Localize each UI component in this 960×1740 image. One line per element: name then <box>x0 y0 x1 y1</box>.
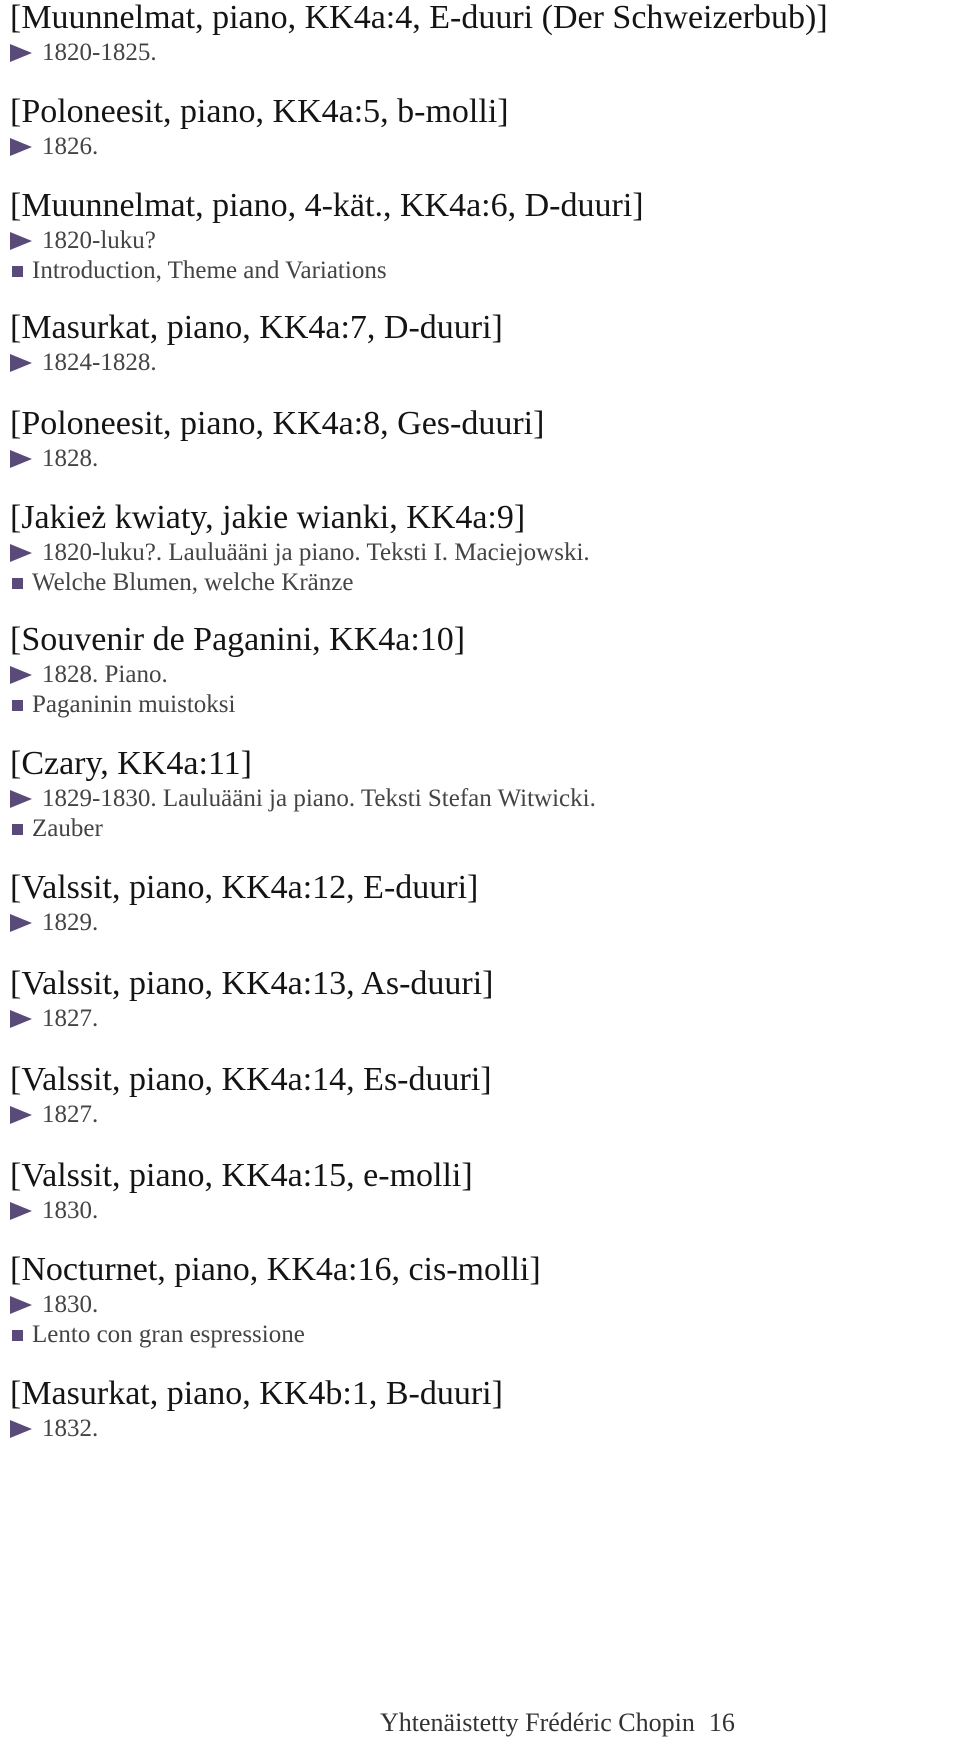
square-bullet-icon <box>12 700 23 711</box>
entry-title: [Czary, KK4a:11] <box>10 745 253 782</box>
entry-title: [Muunnelmat, piano, 4-kät., KK4a:6, D-duuri] <box>10 187 644 224</box>
catalog-entry <box>10 500 955 598</box>
entry-date-line <box>10 784 955 814</box>
triangle-right-icon <box>10 544 32 562</box>
entry-alt-title: Introduction, Theme and Variations <box>32 257 387 284</box>
entry-title: [Valssit, piano, KK4a:13, As-duuri] <box>10 965 494 1002</box>
entry-date-line <box>10 538 955 568</box>
catalog-entry <box>10 1062 955 1130</box>
entry-date-line <box>10 1100 955 1130</box>
entry-date-line <box>10 38 955 68</box>
catalog-entry <box>10 1158 955 1226</box>
entry-date: 1826. <box>42 133 99 160</box>
catalog-entry <box>10 188 955 286</box>
page-footer <box>380 1708 735 1738</box>
entry-date: 1827. <box>42 1101 99 1128</box>
entry-title: [Valssit, piano, KK4a:15, e-molli] <box>10 1157 473 1194</box>
entry-alt-title-line <box>10 814 955 844</box>
catalog-entry <box>10 870 955 938</box>
triangle-right-icon <box>10 1106 32 1124</box>
entry-alt-title-line <box>10 568 955 598</box>
triangle-right-icon <box>10 354 32 372</box>
triangle-right-icon <box>10 450 32 468</box>
entry-alt-title: Welche Blumen, welche Kränze <box>32 569 354 596</box>
triangle-right-icon <box>10 1296 32 1314</box>
entry-alt-title: Lento con gran espressione <box>32 1321 305 1348</box>
catalog-entry <box>10 746 955 844</box>
triangle-right-icon <box>10 1010 32 1028</box>
entry-alt-title: Zauber <box>32 815 103 842</box>
entry-date-line <box>10 1004 955 1034</box>
triangle-right-icon <box>10 790 32 808</box>
entry-alt-title-line <box>10 256 955 286</box>
entry-date-line <box>10 908 955 938</box>
entry-date: 1829. <box>42 909 99 936</box>
page-number: 16 <box>708 1708 735 1737</box>
entry-title: [Valssit, piano, KK4a:14, Es-duuri] <box>10 1061 492 1098</box>
entry-date-line <box>10 1196 955 1226</box>
catalog-entry <box>10 966 955 1034</box>
triangle-right-icon <box>10 1202 32 1220</box>
footer-title: Yhtenäistetty Frédéric Chopin <box>380 1708 695 1737</box>
entry-date: 1828. <box>42 445 99 472</box>
entry-title: [Masurkat, piano, KK4b:1, B-duuri] <box>10 1375 503 1412</box>
entry-date-line <box>10 132 955 162</box>
entry-date: 1829-1830. Lauluääni ja piano. Teksti Stefan Witwicki. <box>42 785 596 812</box>
entry-title: [Souvenir de Paganini, KK4a:10] <box>10 621 466 658</box>
catalog-entry <box>10 0 955 68</box>
entry-date-line <box>10 348 955 378</box>
entry-title: [Poloneesit, piano, KK4a:5, b-molli] <box>10 93 509 130</box>
entry-date: 1820-luku? <box>42 227 156 254</box>
entry-alt-title-line <box>10 690 955 720</box>
catalog-entry <box>10 406 955 474</box>
catalog-entry <box>10 310 955 378</box>
entry-title: [Poloneesit, piano, KK4a:8, Ges-duuri] <box>10 405 545 442</box>
catalog-entry <box>10 1376 955 1444</box>
catalog-entry <box>10 622 955 720</box>
catalog-entry <box>10 94 955 162</box>
entry-date-line <box>10 444 955 474</box>
entry-date: 1830. <box>42 1291 99 1318</box>
catalog-entry <box>10 1252 955 1350</box>
entry-title: [Muunnelmat, piano, KK4a:4, E-duuri (Der Schweizerbub)] <box>10 0 828 36</box>
entry-alt-title-line <box>10 1320 955 1350</box>
square-bullet-icon <box>12 1330 23 1341</box>
entry-date: 1832. <box>42 1415 99 1442</box>
triangle-right-icon <box>10 914 32 932</box>
entry-date-line <box>10 1290 955 1320</box>
triangle-right-icon <box>10 232 32 250</box>
entry-date: 1827. <box>42 1005 99 1032</box>
entry-date: 1824-1828. <box>42 349 157 376</box>
entry-title: [Nocturnet, piano, KK4a:16, cis-molli] <box>10 1251 541 1288</box>
triangle-right-icon <box>10 666 32 684</box>
square-bullet-icon <box>12 824 23 835</box>
square-bullet-icon <box>12 578 23 589</box>
triangle-right-icon <box>10 1420 32 1438</box>
entry-title: [Jakież kwiaty, jakie wianki, KK4a:9] <box>10 499 526 536</box>
entry-alt-title: Paganinin muistoksi <box>32 691 236 718</box>
entry-title: [Masurkat, piano, KK4a:7, D-duuri] <box>10 309 503 346</box>
entry-date: 1830. <box>42 1197 99 1224</box>
entry-title: [Valssit, piano, KK4a:12, E-duuri] <box>10 869 479 906</box>
entry-date-line <box>10 660 955 690</box>
triangle-right-icon <box>10 44 32 62</box>
triangle-right-icon <box>10 138 32 156</box>
square-bullet-icon <box>12 266 23 277</box>
entry-date: 1820-1825. <box>42 39 157 66</box>
entry-date: 1820-luku?. Lauluääni ja piano. Teksti I. Maciejowski. <box>42 539 590 566</box>
entry-date: 1828. Piano. <box>42 661 168 688</box>
entry-date-line <box>10 226 955 256</box>
entry-date-line <box>10 1414 955 1444</box>
